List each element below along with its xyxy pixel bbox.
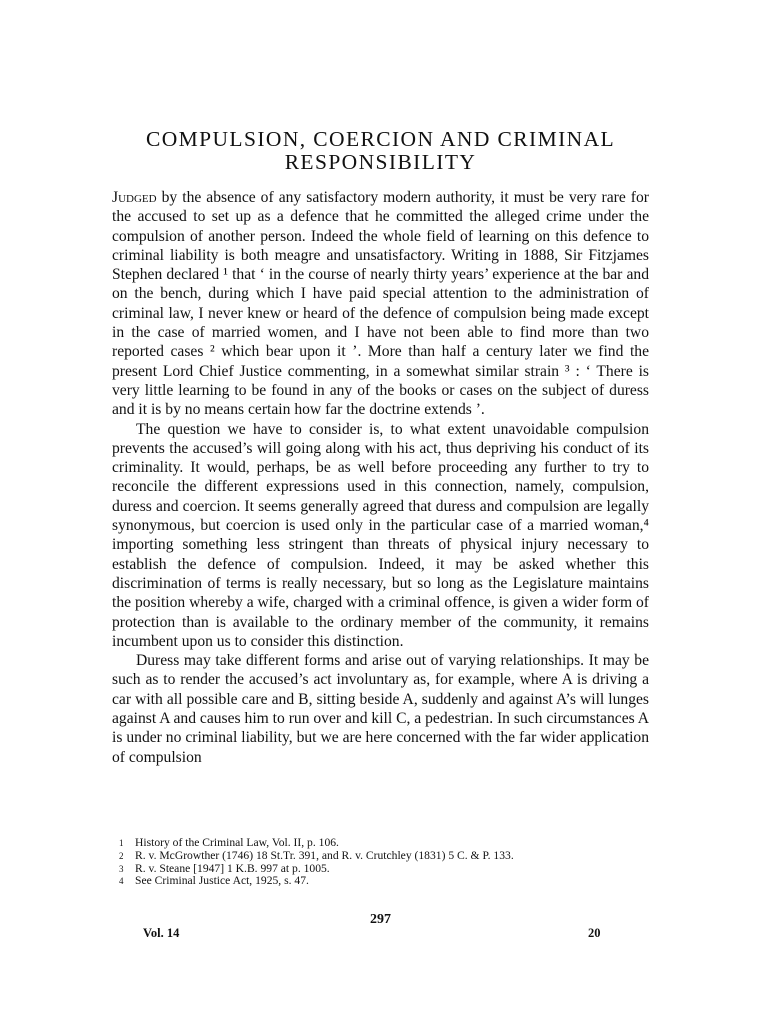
footnote — [119, 837, 649, 850]
footnote-text: R. v. McGrowther (1746) 18 St.Tr. 391, and R. v. Crutchley (1831) 5 C. & P. 133. — [135, 848, 514, 862]
article-title — [112, 128, 649, 174]
footnote — [119, 850, 649, 863]
footnote-text: R. v. Steane [1947] 1 K.B. 997 at p. 1005. — [135, 861, 330, 875]
article-title-line-2: RESPONSIBILITY — [284, 150, 477, 174]
footnote-text: History of the Criminal Law, Vol. II, p. 106. — [135, 836, 339, 849]
footnote-mark: 1 — [119, 838, 124, 848]
paragraph-3: Duress may take different forms and arise out of varying relationships. It may be such as to render the accused’s act involuntary as, for example, where A is driving a car with all possible care and B, sitting beside A, suddenly and against A’s will lunges against A and causes him to run over and kill C, a pedestrian. In such circumstances A is under no criminal liability, but we are here concerned with the far wider application of compulsion — [112, 652, 649, 766]
signature-mark: 20 — [588, 926, 601, 940]
footnotes — [119, 837, 649, 888]
volume-label: Vol. 14 — [143, 926, 180, 940]
paragraph-1-lead-word: Judged — [112, 189, 157, 206]
article — [112, 128, 649, 767]
page-number: 297 — [370, 912, 391, 927]
paragraph-1-text: by the absence of any satisfactory modern authority, it must be very rare for the accused to set up as a defence that he committed the alleged crime under the compulsion of another person. Indeed the whole field of learning on this defence to criminal liability is both meagre and unsatisfactory. Writing in 1888, Sir Fitzjames Stephen declared ¹ that ‘ in the course of nearly thirty years’ experience at the bar and on the bench, during which I have paid special attention to the administration of criminal law, I never knew or heard of the defence of compulsion being made except in the case of married women, and I have not been able to find more than two reported cases ² which bear upon it ’. More than half a century later we find the present Lord Chief Justice commenting, in a somewhat similar strain ³ : ‘ There is very little learning to be found in any of the books or cases on the subject of duress and it is by no means certain how far the doctrine extends ’. — [112, 189, 649, 419]
article-body — [112, 188, 649, 767]
footnote-mark: 4 — [119, 876, 124, 887]
footnote-text: See Criminal Justice Act, 1925, s. 47. — [135, 874, 309, 888]
paragraph-2: The question we have to consider is, to what extent unavoidable compulsion prevents the accused’s will going along with his act, thus depriving his conduct of its criminality. It would, perhaps, be as well before proceeding any further to try to reconcile the different expressions used in this connection, namely, compulsion, duress and coercion. It seems generally agreed that duress and compulsion are legally synonymous, but coercion is used only in the particular case of a married woman,⁴ importing something less stringent than threats of physical injury necessary to establish the defence of compulsion. Indeed, it may be asked whether this discrimination of terms is really necessary, but so long as the Legislature maintains the position whereby a wife, charged with a criminal offence, is given a wider form of protection than is available to the ordinary member of the community, it remains incumbent upon us to consider this distinction. — [112, 420, 649, 650]
footnote-mark: 2 — [119, 850, 124, 861]
article-title-line-1: COMPULSION, COERCION AND CRIMINAL — [145, 127, 616, 151]
footnote — [119, 875, 649, 888]
paragraph-1 — [112, 188, 649, 420]
footnote-mark: 3 — [119, 863, 124, 874]
